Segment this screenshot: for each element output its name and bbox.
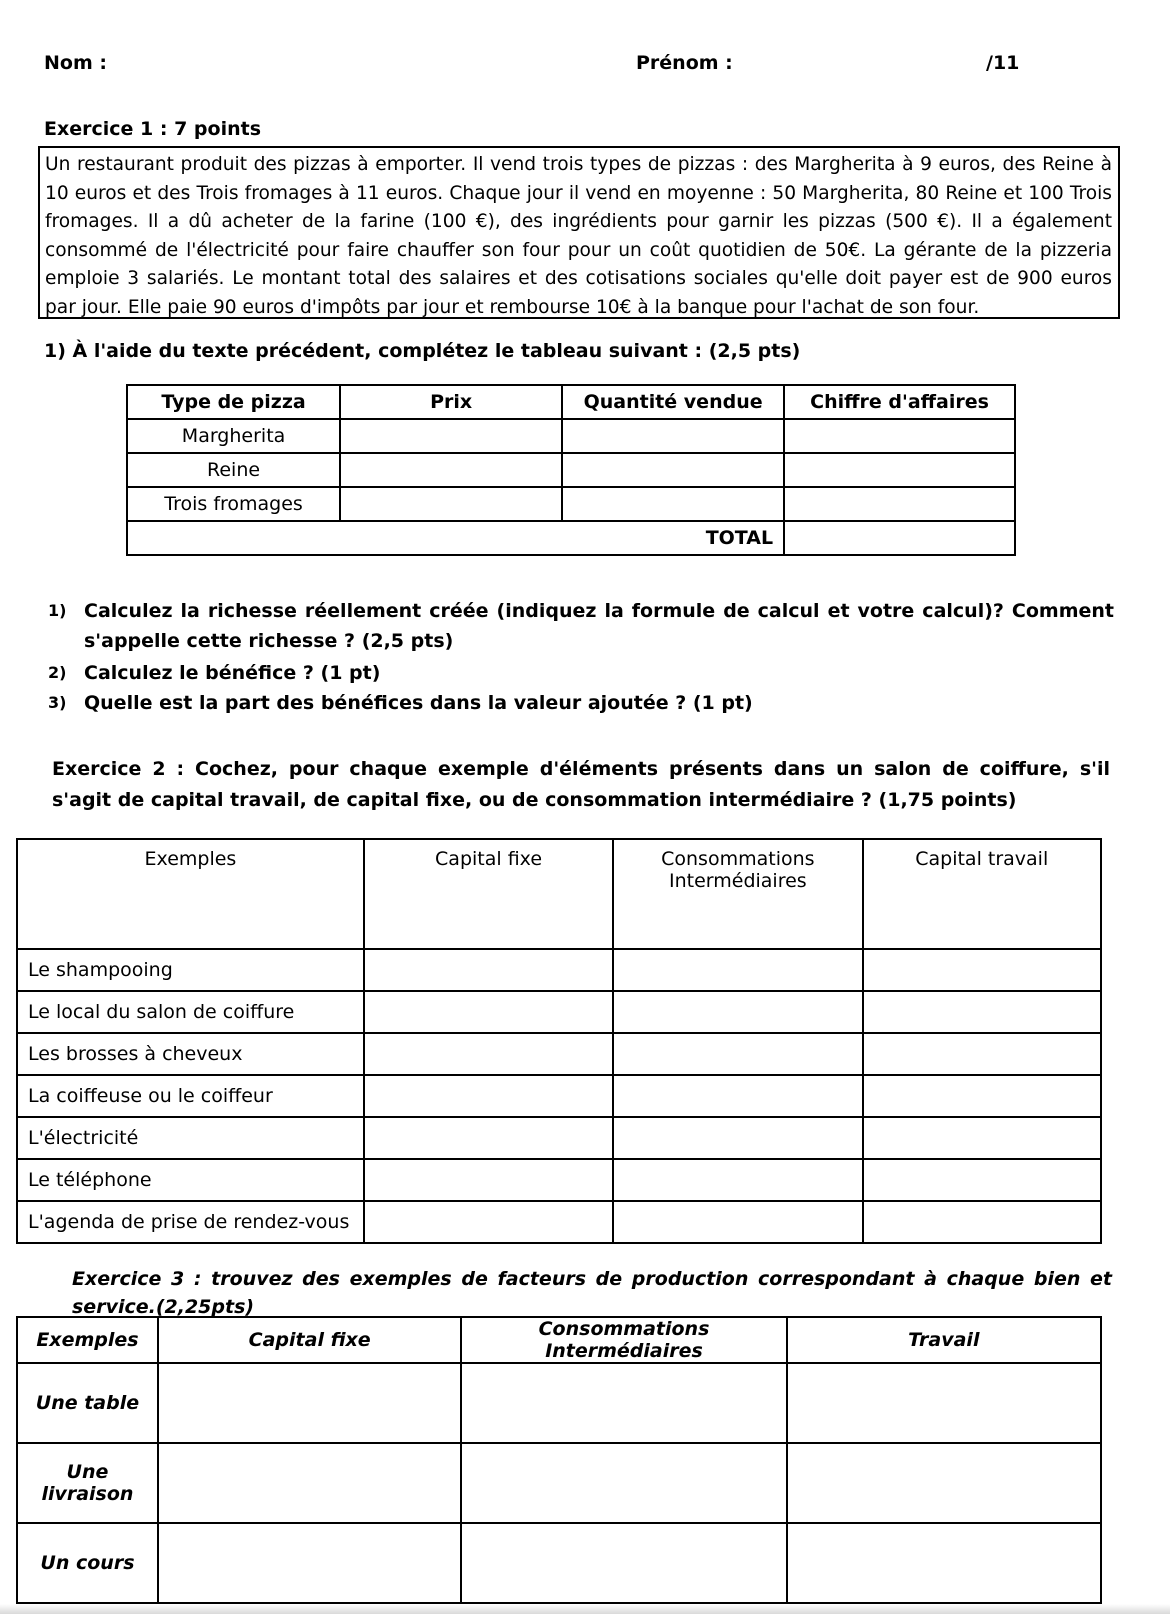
checkbox-cell[interactable] xyxy=(613,1075,862,1117)
checkbox-cell[interactable] xyxy=(863,1075,1102,1117)
answer-cell[interactable] xyxy=(158,1523,462,1603)
answer-cell[interactable] xyxy=(784,419,1015,453)
checkbox-cell[interactable] xyxy=(863,1033,1102,1075)
salon-table-header-ci: Consommations Intermédiaires xyxy=(613,839,862,949)
table-row xyxy=(127,487,1015,521)
exercise1-text-box: Un restaurant produit des pizzas à emporter. Il vend trois types de pizzas : des Margherita à 9 euros, des Reine à 10 euros et des Trois fromages à 11 euros. Chaque jour il vend en moyenne : 50 Margherita, 80 Reine et 100 Trois fromages. Il a dû acheter de la farine (100 €), des ingrédients pour garnir les pizzas (500 €). Il a également consommé de l'électricité pour faire chauffer son four pour un coût quotidien de 50€. La gérante de la pizzeria emploie 3 salariés. Le montant total des salaires et des cotisations sociales qu'elle doit payer est de 900 euros par jour. Elle paie 90 euros d'impôts par jour et rembourse 10€ à la banque pour l'achat de son four. xyxy=(38,146,1120,319)
exercise1-title: Exercice 1 : 7 points xyxy=(44,118,261,140)
answer-cell[interactable] xyxy=(158,1363,462,1443)
table-row xyxy=(17,1363,1101,1443)
checkbox-cell[interactable] xyxy=(613,949,862,991)
list-item xyxy=(48,688,1114,718)
table-row xyxy=(17,1117,1101,1159)
answer-cell[interactable] xyxy=(562,487,784,521)
checkbox-cell[interactable] xyxy=(364,949,613,991)
table-row xyxy=(17,1201,1101,1243)
salon-row-label: Les brosses à cheveux xyxy=(17,1033,364,1075)
exercise3-title: Exercice 3 : trouvez des exemples de facteurs de production correspondant à chaque bien et service.(2,25pts) xyxy=(72,1268,1112,1318)
answer-cell[interactable] xyxy=(784,521,1015,555)
list-item xyxy=(48,658,1114,688)
answer-cell[interactable] xyxy=(461,1443,786,1523)
exercise2-title: Exercice 2 : Cochez, pour chaque exemple d'éléments présents dans un salon de coiffure, s'il s'agit de capital travail, de capital fixe, ou de consommation intermédiaire ? (1,75 points) xyxy=(52,758,1110,811)
facteurs-row-label: Une table xyxy=(17,1363,158,1443)
checkbox-cell[interactable] xyxy=(613,1201,862,1243)
question-number: 2) xyxy=(48,663,67,682)
checkbox-cell[interactable] xyxy=(364,1033,613,1075)
checkbox-cell[interactable] xyxy=(863,1159,1102,1201)
table-row xyxy=(17,1523,1101,1603)
checkbox-cell[interactable] xyxy=(364,991,613,1033)
pizza-table-header-ca: Chiffre d'affaires xyxy=(784,385,1015,419)
checkbox-cell[interactable] xyxy=(613,1159,862,1201)
pizza-table-header-type: Type de pizza xyxy=(127,385,340,419)
question-text: Calculez le bénéfice ? (1 pt) xyxy=(84,662,381,684)
checkbox-cell[interactable] xyxy=(364,1201,613,1243)
table-row xyxy=(17,1033,1101,1075)
checkbox-cell[interactable] xyxy=(613,1117,862,1159)
table-row xyxy=(17,1443,1101,1523)
salon-row-label: Le local du salon de coiffure xyxy=(17,991,364,1033)
prenom-label: Prénom : xyxy=(636,52,733,74)
checkbox-cell[interactable] xyxy=(613,991,862,1033)
answer-cell[interactable] xyxy=(784,453,1015,487)
pizza-table-header-prix: Prix xyxy=(340,385,562,419)
checkbox-cell[interactable] xyxy=(863,949,1102,991)
table-row xyxy=(17,991,1101,1033)
answer-cell[interactable] xyxy=(787,1523,1101,1603)
pizza-row-label: Reine xyxy=(127,453,340,487)
answer-cell[interactable] xyxy=(787,1363,1101,1443)
table-row xyxy=(17,949,1101,991)
salon-row-label: Le shampooing xyxy=(17,949,364,991)
salon-table-header-exemples: Exemples xyxy=(17,839,364,949)
answer-cell[interactable] xyxy=(562,453,784,487)
facteurs-table-header-ci: Consommations Intermédiaires xyxy=(461,1317,786,1363)
salon-row-label: L'agenda de prise de rendez-vous xyxy=(17,1201,364,1243)
salon-table-header-capital-fixe: Capital fixe xyxy=(364,839,613,949)
facteurs-table-header-travail: Travail xyxy=(787,1317,1101,1363)
list-item xyxy=(48,596,1114,656)
exercise1-table-question: 1) À l'aide du texte précédent, complétez le tableau suivant : (2,5 pts) xyxy=(44,340,801,362)
pizza-row-label: Margherita xyxy=(127,419,340,453)
table-row xyxy=(127,419,1015,453)
salon-row-label: L'électricité xyxy=(17,1117,364,1159)
facteurs-row-label: Une livraison xyxy=(17,1443,158,1523)
facteurs-table-header-exemples: Exemples xyxy=(17,1317,158,1363)
salon-row-label: La coiffeuse ou le coiffeur xyxy=(17,1075,364,1117)
pizza-row-label: Trois fromages xyxy=(127,487,340,521)
pizza-table-header-quantite: Quantité vendue xyxy=(562,385,784,419)
facteurs-table-header-capital-fixe: Capital fixe xyxy=(158,1317,462,1363)
table-row xyxy=(17,1159,1101,1201)
pizza-table xyxy=(126,384,1016,556)
checkbox-cell[interactable] xyxy=(863,1117,1102,1159)
question-number: 1) xyxy=(48,601,67,620)
salon-table-header-capital-travail: Capital travail xyxy=(863,839,1102,949)
question-text: Calculez la richesse réellement créée (indiquez la formule de calcul et votre calcul)? Comment s'appelle cette richesse ? (2,5 pts) xyxy=(84,600,1114,652)
checkbox-cell[interactable] xyxy=(613,1033,862,1075)
question-number: 3) xyxy=(48,693,67,712)
checkbox-cell[interactable] xyxy=(863,1201,1102,1243)
answer-cell[interactable] xyxy=(158,1443,462,1523)
salon-table xyxy=(16,838,1102,1244)
answer-cell[interactable] xyxy=(340,487,562,521)
table-row xyxy=(127,453,1015,487)
question-text: Quelle est la part des bénéfices dans la valeur ajoutée ? (1 pt) xyxy=(84,692,753,714)
facteurs-row-label: Un cours xyxy=(17,1523,158,1603)
salon-row-label: Le téléphone xyxy=(17,1159,364,1201)
table-row xyxy=(17,1075,1101,1117)
page-bottom-edge xyxy=(0,1604,1170,1614)
table-row-total xyxy=(127,521,1015,555)
checkbox-cell[interactable] xyxy=(863,991,1102,1033)
answer-cell[interactable] xyxy=(562,419,784,453)
answer-cell[interactable] xyxy=(340,453,562,487)
exercise1-questions xyxy=(48,596,1114,726)
answer-cell[interactable] xyxy=(461,1523,786,1603)
answer-cell[interactable] xyxy=(787,1443,1101,1523)
nom-label: Nom : xyxy=(44,52,107,74)
checkbox-cell[interactable] xyxy=(364,1117,613,1159)
checkbox-cell[interactable] xyxy=(364,1159,613,1201)
checkbox-cell[interactable] xyxy=(364,1075,613,1117)
answer-cell[interactable] xyxy=(340,419,562,453)
score-label: /11 xyxy=(986,52,1020,74)
answer-cell[interactable] xyxy=(784,487,1015,521)
facteurs-table xyxy=(16,1316,1102,1604)
total-label: TOTAL xyxy=(127,521,784,555)
answer-cell[interactable] xyxy=(461,1363,786,1443)
